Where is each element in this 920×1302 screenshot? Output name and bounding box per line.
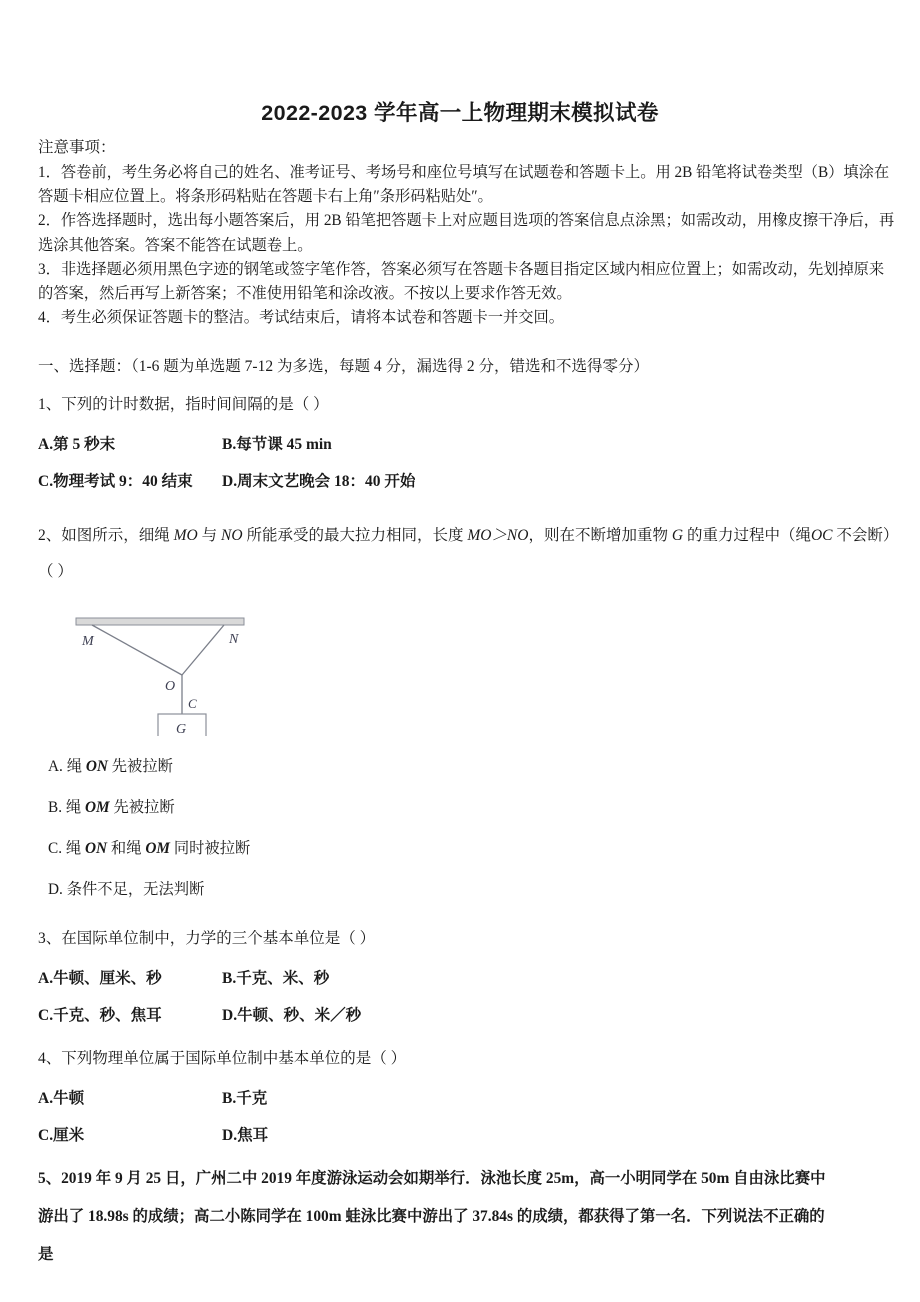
option-row	[38, 969, 898, 989]
note-item-4: 4．考生必须保证答题卡的整洁。考试结束后，请将本试卷和答题卡一并交回。	[38, 309, 564, 327]
option-q2-b-rope: OM	[84, 799, 110, 817]
option-q2-a-prefix: A. 绳	[48, 758, 86, 776]
option-q1-d[interactable]: D.周末文艺晚会 18：40 开始	[222, 473, 416, 491]
spacer	[38, 492, 898, 518]
option-row	[38, 1089, 898, 1109]
section-heading-choice: 一、选择题：（1-6 题为单选题 7-12 为多选，每题 4 分，漏选得 2 分，错选和不选得零分）	[38, 358, 649, 376]
option-q2-b[interactable]	[38, 798, 898, 818]
option-q2-c-suffix: 同时被拉断	[170, 840, 251, 858]
option-q3-c[interactable]: C.千克、秒、焦耳	[38, 1007, 162, 1025]
question-5-line-3: 是	[38, 1246, 54, 1264]
q2-label-g: G	[671, 527, 684, 545]
section-spacer	[38, 330, 898, 356]
option-q2-a[interactable]	[38, 757, 898, 777]
node-label-m: M	[82, 634, 94, 650]
option-q2-a-suffix: 先被拉断	[107, 758, 173, 776]
node-label-g: G	[176, 722, 187, 737]
option-q2-b-suffix: 先被拉断	[109, 799, 175, 817]
option-q2-c[interactable]	[38, 839, 898, 859]
q2-stem-part5: 的重力过程中（绳	[683, 527, 811, 545]
question-4-stem: 4、下列物理单位属于国际单位制中基本单位的是（ ）	[38, 1050, 407, 1068]
question-1-stem: 1、下列的计时数据，指时间间隔的是（ ）	[38, 396, 329, 414]
rope-mo-line	[92, 625, 182, 675]
q2-stem-part3: 所能承受的最大拉力相同，长度	[242, 527, 468, 545]
option-q2-d[interactable]	[38, 880, 898, 900]
option-q3-d[interactable]: D.牛顿、秒、米／秒	[222, 1007, 362, 1025]
q2-label-oc: OC	[810, 527, 833, 545]
option-q2-d-prefix: D. 条件不足，无法判断	[48, 881, 205, 899]
question-2-options	[38, 757, 898, 900]
option-q2-c-prefix: C. 绳	[48, 840, 85, 858]
page-content	[38, 136, 898, 1274]
question-1-options	[38, 435, 898, 492]
ceiling-bar-icon	[76, 618, 244, 625]
rope-tension-diagram	[66, 608, 366, 736]
spacer	[38, 1026, 898, 1046]
note-item-3: 3．非选择题必须用黑色字迹的钢笔或签字笔作答，答案必须写在答题卡各题目指定区域内相应位置上；如需改动，先划掉原来的答案，然后再写上新答案；不准使用铅笔和涂改液。不按以上要求作答无效。	[38, 260, 885, 303]
note-item-2: 2．作答选择题时，选出每小题答案后，用 2B 铅笔把答题卡上对应题目选项的答案信息点涂黑；如需改动，用橡皮擦干净后，再选涂其他答案。答案不能答在试题卷上。	[38, 212, 895, 254]
question-3-options	[38, 969, 898, 1026]
option-q1-c[interactable]: C.物理考试 9：40 结束	[38, 473, 193, 491]
option-row	[38, 472, 898, 492]
rope-no-line	[182, 625, 224, 675]
note-item-1: 1．答卷前，考生务必将自己的姓名、准考证号、考场号和座位号填写在试题卷和答题卡上。用 2B 铅笔将试卷类型（B）填涂在答题卡相应位置上。将条形码粘贴在答题卡右上角″条形码粘贴处″。	[38, 164, 890, 206]
question-5-line-1: 5、2019 年 9 月 25 日，广州二中 2019 年度游泳运动会如期举行．泳池长度 25m，高一小明同学在 50m 自由泳比赛中	[38, 1170, 826, 1188]
option-q4-b[interactable]: B.千克	[222, 1090, 268, 1108]
option-q3-a[interactable]: A.牛顿、厘米、秒	[38, 970, 162, 988]
spacer	[38, 1146, 898, 1160]
q2-label-no: NO	[221, 527, 243, 545]
question-2-stem	[38, 518, 898, 590]
question-3-stem: 3、在国际单位制中，力学的三个基本单位是（ ）	[38, 930, 376, 948]
option-q1-a[interactable]: A.第 5 秒末	[38, 436, 116, 454]
q2-stem-part4: ，则在不断增加重物	[528, 527, 672, 545]
notes-heading: 注意事项：	[38, 139, 116, 156]
rope-tension-svg	[66, 608, 366, 736]
question-5-line-2: 游出了 18.98s 的成绩；高二小陈同学在 100m 蛙泳比赛中游出了 37.84s 的成绩，都获得了第一名．下列说法不正确的	[38, 1208, 825, 1226]
question-4-options	[38, 1089, 898, 1146]
q2-stem-part2: 与	[197, 527, 222, 545]
option-q2-c-rope2: OM	[145, 840, 170, 858]
option-q3-b[interactable]: B.千克、米、秒	[222, 970, 330, 988]
option-row	[38, 1126, 898, 1146]
page-title: 2022-2023 学年高一上物理期末模拟试卷	[261, 101, 659, 125]
q2-stem-part1: 2、如图所示，细绳	[38, 527, 174, 545]
q2-compare-mo-no: MO＞NO	[467, 527, 529, 545]
option-q4-a[interactable]: A.牛顿	[38, 1090, 85, 1108]
option-q4-c[interactable]: C.厘米	[38, 1127, 85, 1145]
spacer	[38, 900, 898, 926]
q2-label-mo: MO	[173, 527, 198, 545]
option-q2-b-prefix: B. 绳	[48, 799, 85, 817]
node-label-c: C	[188, 696, 197, 712]
node-label-o: O	[165, 679, 176, 695]
node-label-n: N	[229, 632, 239, 648]
option-row	[38, 1006, 898, 1026]
option-q2-c-mid: 和绳	[107, 840, 146, 858]
option-q4-d[interactable]: D.焦耳	[222, 1127, 269, 1145]
option-row	[38, 435, 898, 455]
option-q1-b[interactable]: B.每节课 45 min	[222, 436, 332, 454]
option-q2-a-rope: ON	[85, 758, 108, 776]
q2-stem-part6: 不会断）（ ）	[38, 527, 891, 581]
option-q2-c-rope1: ON	[84, 840, 108, 858]
